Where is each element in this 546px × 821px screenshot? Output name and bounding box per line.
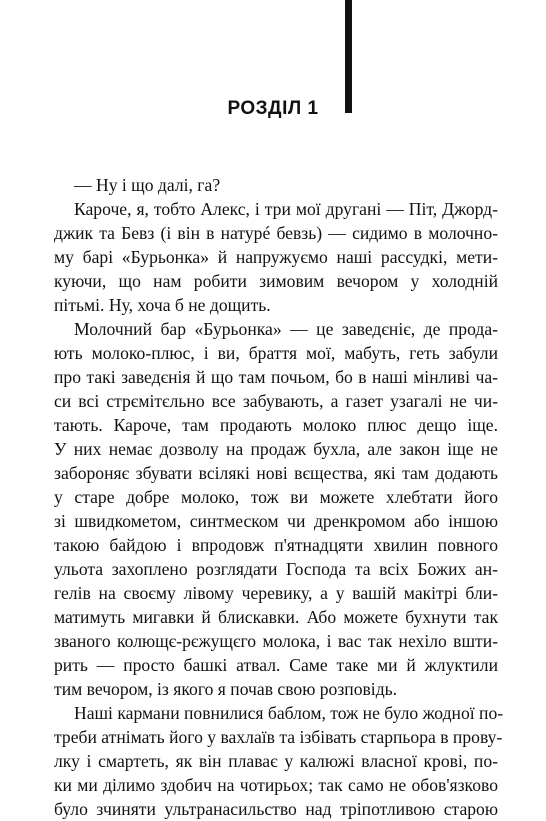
text-line: куючи, що нам робити зимовим вечором у холодній [54,271,498,291]
text-line: Молочний бар «Бурьонка» — це заведєніє, де прода- [74,319,498,339]
text-line: — Ну і що далі, га? [74,175,221,195]
text-line: си всі стрємітєльно все забувають, а газет узагалі не чи- [54,391,498,411]
text-line: лку і смартеть, як він плаває у калюжі власної крові, по- [54,751,498,771]
text-line: пітьмі. Ну, хоча б не дощить. [54,295,271,315]
text-line: джик та Бевз (і він в натурé бевзь) — сидимо в молочно- [54,223,498,243]
text-line: гелів на своєму лівому черевику, а у вашій макітрі бли- [54,583,498,603]
text-line: званого колющє-рєжущєго молока, і вас так нехіло вшти- [54,631,498,651]
vertical-rule-decoration [345,0,352,113]
text-line: тим вечором, із якого я почав свою розповідь. [54,679,398,699]
text-line: про такі заведєнія й що там почьом, бо в наші мінливі ча- [54,367,498,387]
chapter-body-text [54,173,504,821]
text-line: Кароче, я, тобто Алекс, і три мої друганi — Піт, Джорд- [74,199,498,219]
text-line: зі швидкометом, синтмеском чи дренкромом або іншою [54,511,498,531]
text-line: було зчиняти ультранасильство над тріпотливою старою [54,799,498,819]
text-line: У них немає дозволу на продаж бухла, але закон іще не [54,439,498,459]
text-line: Наші кармани повнилися баблом, тож не було жодної по- [74,703,504,723]
text-line: му барі «Бурьонка» й напружуємо наші рассудкі, мети- [54,247,498,267]
text-line: у старе добре молоко, тож ви можете хлебтати його [54,487,498,507]
text-line: рить — просто башкі атвал. Саме таке ми й жлуктили [54,655,498,675]
text-line: ки ми ділимо здобич на чотирьох; так само не обов'язково [54,775,498,795]
text-line: треби атнімать його у вахлаїв та ізбівать старпьора в прову- [54,727,503,747]
text-line: такою байдою і впродовж п'ятнадцяти хвилин повного [54,535,498,555]
text-line: забороняє збувати всілякі нові вєщества, які там додають [54,463,498,483]
text-line: тають. Кароче, там продають молоко плюс дещо іще. [54,415,498,435]
text-line: ють молоко-плюс, і ви, браття мої, мабуть, геть забули [54,343,498,363]
text-line: ульота захоплено розглядати Господа та всіх Божих ан- [54,559,498,579]
text-line: матимуть мигавки й блискавки. Або можете бухнути так [54,607,498,627]
chapter-title: РОЗДІЛ 1 [227,98,319,119]
